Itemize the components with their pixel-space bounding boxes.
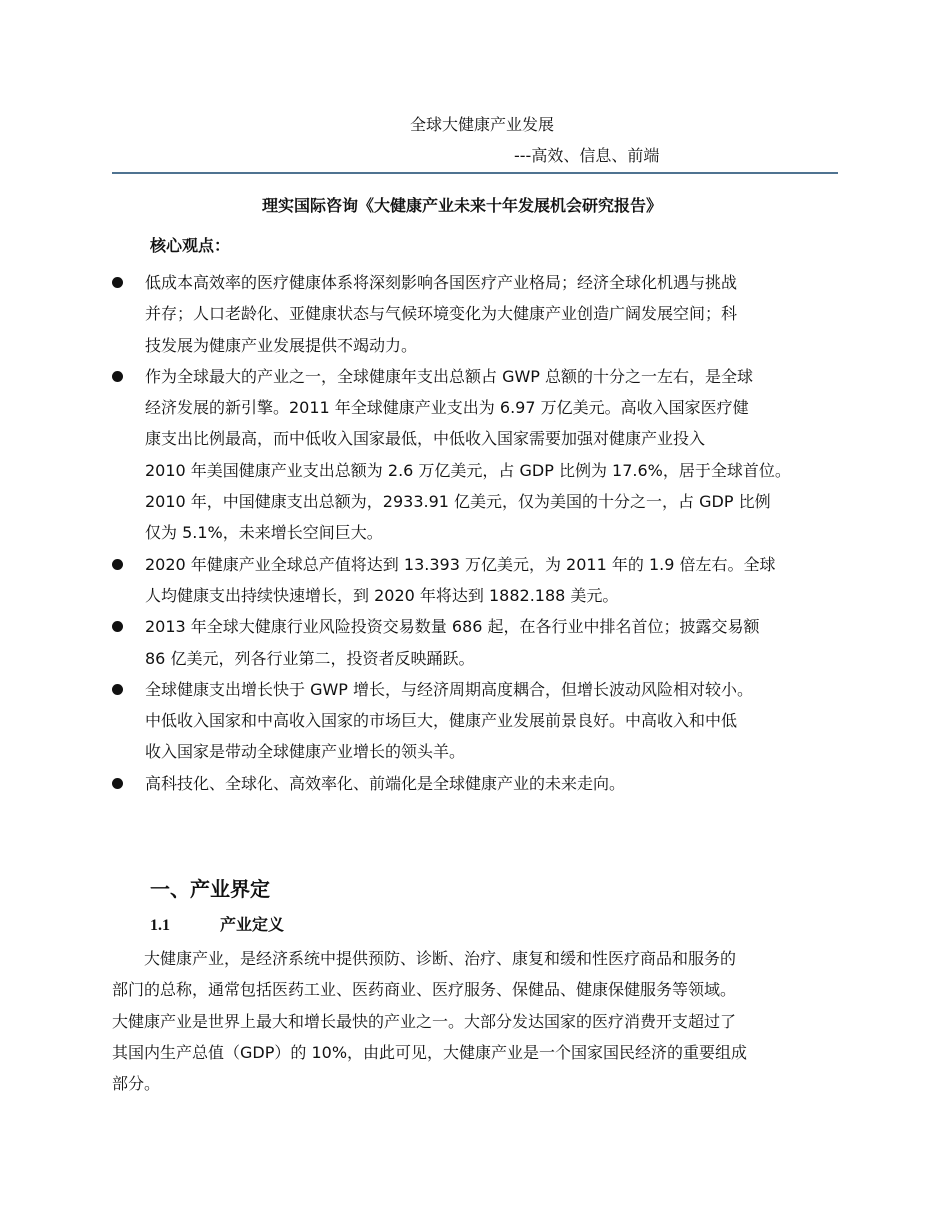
bullet-text-line: 86 亿美元，列各行业第二，投资者反映踊跃。 [145,648,475,668]
bullet-text-line: 低成本高效率的医疗健康体系将深刻影响各国医疗产业格局；经济全球化机遇与挑战 [145,273,738,292]
bullet-text-line: 并存；人口老龄化、亚健康状态与气候环境变化为大健康产业创造广阔发展空间；科 [145,304,738,324]
bullet-text-line: 人均健康支出持续快速增长，到 2020 年将达到 1882.188 美元。 [145,585,619,605]
bullet-text-line: 2013 年全球大健康行业风险投资交易数量 686 起，在各行业中排名首位；披露交易额 [145,617,760,637]
core-views-label: 核心观点： [150,236,231,255]
bullet-icon [112,559,123,570]
paragraph-line: 部门的总称，通常包括医药工业、医药商业、医疗服务、保健品、健康保健服务等领域。 [112,980,737,1000]
paragraph-line: 部分。 [112,1074,161,1094]
bullet-text-line: 2020 年健康产业全球总产值将达到 13.393 万亿美元，为 2011 年的 1.9 倍左右。全球 [145,554,776,574]
document-subtitle: ---高效、信息、前端 [514,146,660,165]
paragraph-line: 大健康产业是世界上最大和增长最快的产业之一。大部分发达国家的医疗消费开支超过了 [112,1011,737,1031]
header-divider [112,172,838,174]
bullet-icon [112,684,123,695]
paragraph-line: 大健康产业，是经济系统中提供预防、诊断、治疗、康复和缓和性医疗商品和服务的 [112,949,737,968]
section-heading: 一、产业界定 [150,877,270,901]
document-title: 全球大健康产业发展 [410,115,555,134]
core-view-item [112,674,852,768]
subsection-title: 产业定义 [220,915,285,934]
bullet-text-line: 中低收入国家和中高收入国家的市场巨大，健康产业发展前景良好。中高收入和中低 [145,711,738,731]
bullet-icon [112,371,123,382]
bullet-text-line: 高科技化、全球化、高效率化、前端化是全球健康产业的未来走向。 [145,773,626,793]
bullet-text-line: 经济发展的新引擎。2011 年全球健康产业支出为 6.97 万亿美元。高收入国家医疗健 [145,398,749,418]
bullet-text-line: 技发展为健康产业发展提供不竭动力。 [145,335,418,355]
bullet-text-line: 2010 年美国健康产业支出总额为 2.6 万亿美元，占 GDP 比例为 17.6%，居于全球首位。 [145,460,791,480]
subsection-heading [150,914,284,937]
bullet-icon [112,277,123,288]
bullet-icon [112,778,123,789]
bullet-text-line: 收入国家是带动全球健康产业增长的领头羊。 [145,742,466,762]
report-title: 理实国际咨询《大健康产业未来十年发展机会研究报告》 [262,196,663,215]
bullet-icon [112,621,123,632]
subsection-number: 1.1 [150,917,170,934]
core-view-item [112,361,852,549]
core-view-item [112,768,852,799]
core-views-list [112,267,852,799]
bullet-text-line: 康支出比例最高，而中低收入国家最低，中低收入国家需要加强对健康产业投入 [145,429,706,449]
core-view-item [112,267,852,361]
bullet-text-line: 仅为 5.1%，未来增长空间巨大。 [145,523,383,543]
core-view-item [112,611,852,674]
core-view-item [112,549,852,612]
definition-paragraph [112,943,852,1099]
bullet-text-line: 全球健康支出增长快于 GWP 增长，与经济周期高度耦合，但增长波动风险相对较小。 [145,679,754,699]
bullet-text-line: 2010 年，中国健康支出总额为，2933.91 亿美元，仅为美国的十分之一，占 GDP 比例 [145,492,771,512]
paragraph-line: 其国内生产总值（GDP）的 10%，由此可见，大健康产业是一个国家国民经济的重要组成 [112,1042,748,1062]
bullet-text-line: 作为全球最大的产业之一，全球健康年支出总额占 GWP 总额的十分之一左右，是全球 [145,366,754,386]
